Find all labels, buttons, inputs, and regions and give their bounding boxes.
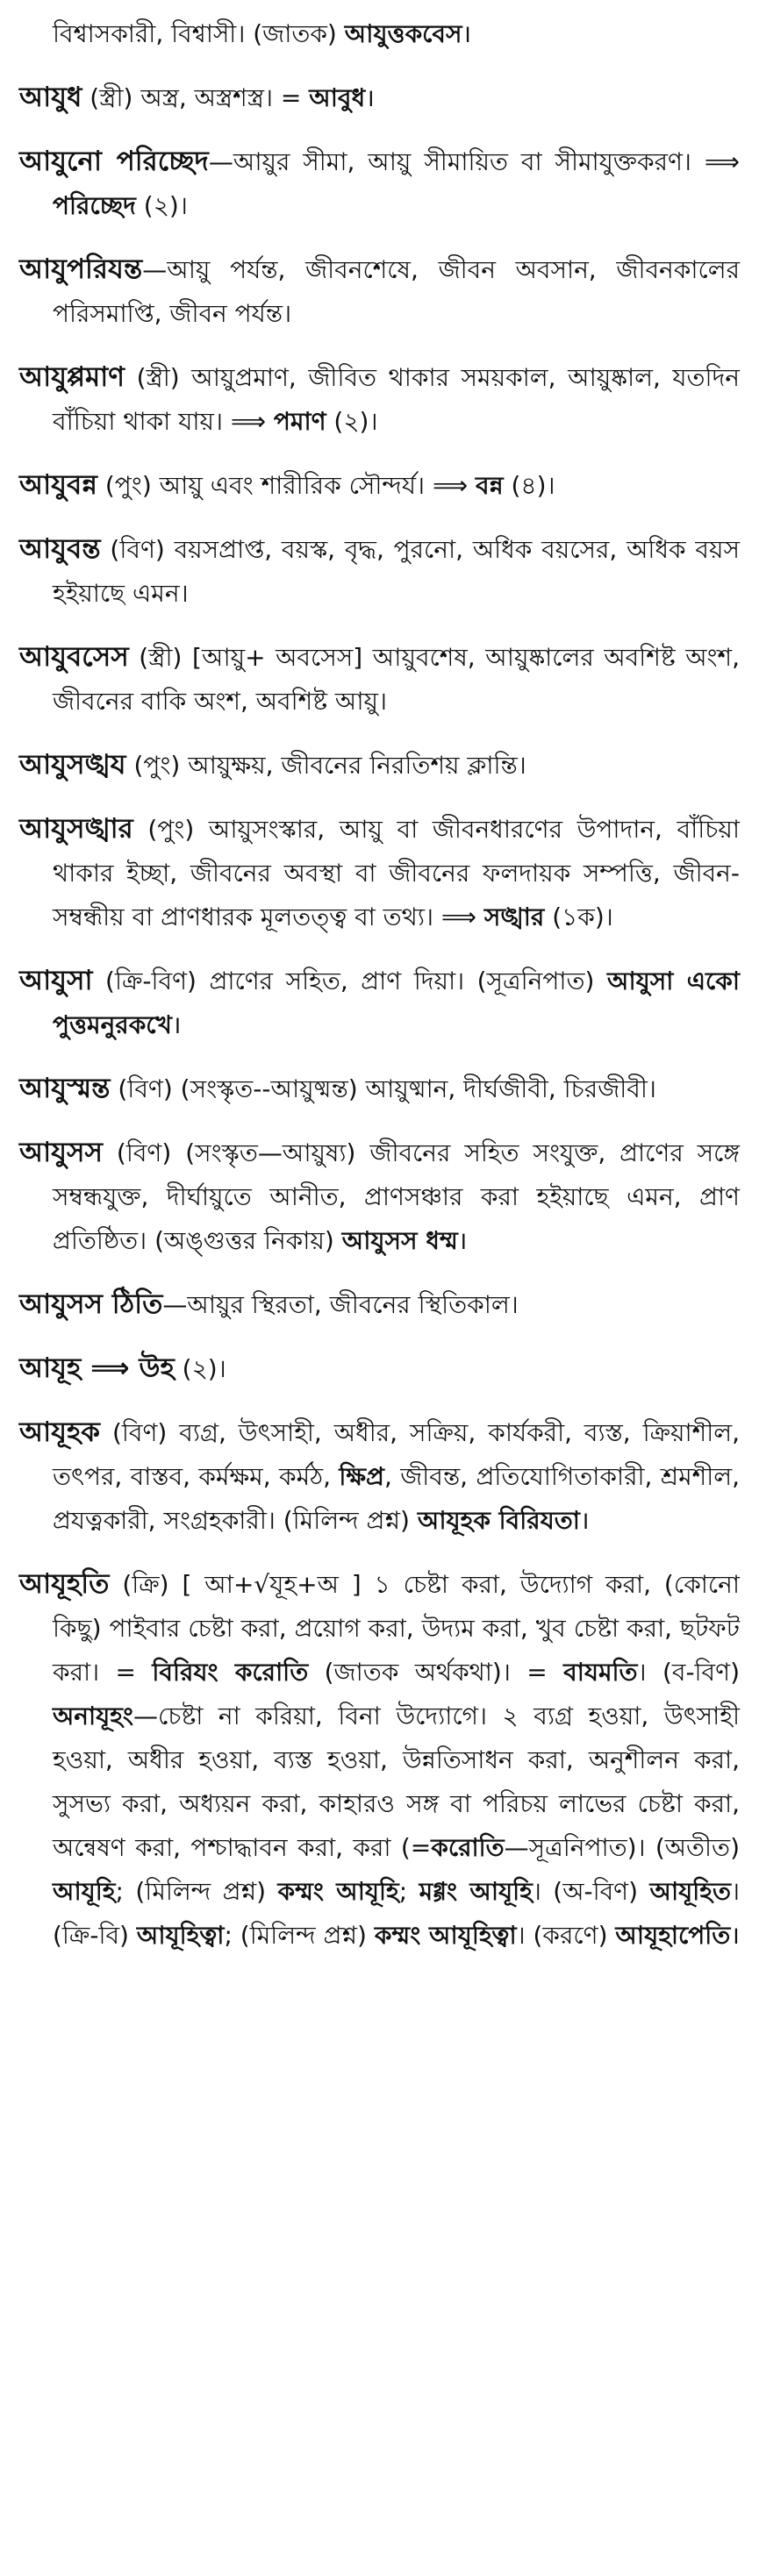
bold-term: সঙ্খার — [483, 903, 545, 931]
entry-text: । — [462, 19, 472, 48]
entry-headword: আযূহতি — [19, 1568, 110, 1600]
dictionary-entry-ayuhati — [19, 1562, 740, 1958]
entry-text: ; — [398, 1877, 419, 1906]
bold-term: বাযমতি — [563, 1658, 638, 1687]
dictionary-entry-ayudha — [19, 75, 740, 120]
dictionary-entry-ayusankhara — [19, 807, 740, 939]
entry-text: (পুং) আয়ুক্ষয়, জীবনের নিরতিশয় ক্লান্তি। — [125, 751, 526, 780]
entry-headword: আযুপরিযন্ত — [19, 253, 143, 285]
bold-term: পমাণ — [273, 407, 326, 436]
entry-text: —সূত্রনিপাত)। (অতীত) — [504, 1833, 740, 1862]
entry-text: । — [365, 83, 375, 112]
bold-term: বন্ন — [476, 471, 504, 500]
entry-headword: আযুধ — [19, 82, 82, 113]
dictionary-entry-ayuha — [19, 1346, 740, 1391]
entry-headword: আযুস্মন্ত — [19, 1073, 111, 1104]
dictionary-entry-ayusankhaya — [19, 743, 740, 788]
bold-term: পরিচ্ছেদ — [53, 191, 136, 220]
entry-headword: আযুসস ঠিতি — [19, 1288, 163, 1320]
entry-text: । — [457, 1226, 468, 1255]
bold-term: বিরিযং করোতি — [152, 1658, 309, 1687]
entry-text: (বিণ) বয়সপ্রাপ্ত, বয়স্ক, বৃদ্ধ, পুরনো, অধিক বয়সের, অধিক বয়স হইয়াছে এমন। — [53, 535, 740, 608]
entry-text: (ক্রি-বিণ) প্রাণের সহিত, প্রাণ দিয়া। (সূত্রনিপাত) — [92, 967, 607, 995]
entry-text: (পুং) আয়ুসংস্কার, আয়ু বা জীবনধারণের উপাদান, বাঁচিয়া থাকার ইচ্ছা, জীবনের অবস্থা বা জীবনের ফলদায়ক সম্পত্তি, জীবন-সম্বন্ধীয় বা প্রাণধারক মূলতত্ত্ব বা তথ্য। ⟹ — [53, 815, 740, 931]
entry-text: । — [171, 1010, 182, 1039]
entry-headword: আযূহক — [19, 1416, 100, 1448]
entry-text: —আয়ুর স্থিরতা, জীবনের স্থিতিকাল। — [162, 1290, 519, 1319]
entry-text: (বিণ) (সংস্কৃত—আয়ুষ্য) জীবনের সহিত সংযুক্ত, প্রাণের সঙ্গে সম্বন্ধযুক্ত, দীর্ঘায়ুতে আনীত, প্রাণসঞ্চার করা হইয়াছে এমন, প্রাণ প্রতিষ্ঠিত। (অঙ্গুত্তর নিকায়) — [53, 1138, 740, 1255]
dictionary-entry-ayuhaka — [19, 1410, 740, 1543]
bold-term: আযূহিত্বা — [136, 1921, 225, 1950]
entry-text: ; (মিলিন্দ প্রশ্ন) — [115, 1877, 278, 1906]
entry-text: । (করণে) — [516, 1921, 616, 1950]
bold-term: আযূহিত — [649, 1877, 731, 1906]
entry-text: (২)। — [326, 407, 378, 436]
entry-text: , জীবন্ত, প্রতিযোগিতাকারী, শ্রমশীল, প্রযত্নকারী, সংগ্রহকারী। (মিলিন্দ প্রশ্ন) — [53, 1462, 740, 1535]
bold-term: আযুত্তকবেস — [344, 19, 462, 48]
bold-term: মগ্গং আযূহি — [419, 1877, 533, 1906]
entry-text: —চেষ্টা না করিয়া, বিনা উদ্যোগে। ২ ব্যগ্র হওয়া, উৎসাহী হওয়া, অধীর হওয়া, ব্যস্ত হওয়া, উন্নতিসাধন করা, অনুশীলন করা, সুসভ্য করা, অধ্যয়ন করা, কাহারও সঙ্গ বা পরিচয় লাভের চেষ্টা করা, অন্বেষণ করা, পশ্চাদ্ধাবন করা, করা (= — [53, 1702, 740, 1862]
entry-headword: আযূহ ⟹ উহ — [19, 1352, 175, 1384]
bold-term: করোতি — [431, 1833, 505, 1862]
entry-headword: আযুবন্ত — [19, 533, 101, 565]
entry-text: —আয়ু পর্যন্ত, জীবনশেষে, জীবন অবসান, জীবনকালের পরিসমাপ্তি, জীবন পর্যন্ত। — [53, 255, 740, 328]
entry-text: (২)। — [135, 191, 188, 220]
entry-text: (পুং) আয়ু এবং শারীরিক সৌন্দর্য। ⟹ — [97, 471, 476, 500]
entry-text: (২)। — [174, 1354, 226, 1383]
entry-headword: আযুবসেস — [19, 641, 129, 673]
dictionary-entry-ayuvanta — [19, 527, 740, 616]
dictionary-entry-ayusmanta — [19, 1067, 740, 1111]
entry-headword: আযুনো পরিচ্ছেদ — [19, 146, 209, 177]
dictionary-entry-ayupariyanta — [19, 247, 740, 336]
entry-text: (বিণ) (সংস্কৃত--আয়ুষ্মন্ত) আয়ুষ্মান, দীর্ঘজীবী, চিরজীবী। — [110, 1074, 656, 1103]
dictionary-entry-ayuvasesa — [19, 635, 740, 724]
bold-term: অনাযূহং — [53, 1702, 133, 1730]
entry-text: (স্ত্রী) অস্ত্র, অস্ত্রশস্ত্র। = — [82, 83, 310, 112]
entry-text: (ক্রি) [ আ+√যূহ+অ ] ১ চেষ্টা করা, উদ্যোগ করা, (কোনো কিছু) পাইবার চেষ্টা করা, প্রয়োগ করা, উদ্যম করা, খুব চেষ্টা করা, ছটফট করা। = — [53, 1570, 740, 1687]
bold-term: কম্মং আযূহিত্বা — [374, 1921, 517, 1950]
entry-text: —আয়ুর সীমা, আয়ু সীমায়িত বা সীমাযুক্তকরণ। ⟹ — [208, 147, 740, 176]
entry-text: (স্ত্রী) আয়ুপ্রমাণ, জীবিত থাকার সময়কাল, আয়ুষ্কাল, যতদিন বাঁচিয়া থাকা যায়। ⟹ — [53, 363, 740, 436]
dictionary-entry-ayussa-thiti — [19, 1282, 740, 1327]
entry-headword: আযুসা — [19, 965, 93, 996]
entry-headword: আযুসঙ্খয — [19, 749, 126, 781]
entry-text: । (অ-বিণ) — [532, 1877, 650, 1906]
dictionary-entry-continuation — [19, 12, 740, 56]
entry-text: । — [579, 1506, 590, 1535]
bold-term: ক্ষিপ্র — [339, 1462, 384, 1491]
entry-text: (জাতক অর্থকথা)। = — [308, 1658, 564, 1687]
bold-term: আযুসা একো পুত্তমনুরকখে — [53, 967, 740, 1039]
dictionary-entry-ayuvanna — [19, 463, 740, 508]
entry-text: । — [730, 1921, 740, 1950]
entry-text: (বিণ) ব্যগ্র, উৎসাহী, অধীর, সক্রিয়, কার্যকরী, ব্যস্ত, ক্রিয়াশীল, তৎপর, বাস্তব, কর্মক্ষম, কর্মঠ, — [53, 1418, 740, 1491]
entry-text: । (ব-বিণ) — [637, 1658, 741, 1687]
entry-headword: আযুপ্পমাণ — [19, 361, 125, 393]
bold-term: আযুসস ধম্ম — [341, 1226, 458, 1255]
dictionary-entry-ayuno-parichchheda — [19, 139, 740, 228]
entry-text: ; (মিলিন্দ প্রশ্ন) — [224, 1921, 375, 1950]
bold-term: আযূহক বিরিযতা — [417, 1506, 580, 1535]
bold-term: আযূহি — [53, 1877, 116, 1906]
dictionary-entry-ayusa — [19, 959, 740, 1047]
entry-text: (৪)। — [503, 471, 555, 500]
entry-text: । (ক্রি-বি) — [53, 1877, 740, 1950]
entry-text: বিশ্বাসকারী, বিশ্বাসী। (জাতক) — [53, 19, 345, 48]
entry-headword: আযুসস — [19, 1137, 103, 1168]
bold-term: আযূহাপেতি — [615, 1921, 731, 1950]
entry-text: (১ক)। — [544, 903, 613, 931]
entry-headword: আযুসঙ্খার — [19, 813, 133, 845]
entry-text: (স্ত্রী) [আয়ু+ অবসেস] আয়ুবশেষ, আয়ুষ্কালের অবশিষ্ট অংশ, জীবনের বাকি অংশ, অবশিষ্ট আয়ু। — [53, 643, 740, 716]
dictionary-entry-ayuppamana — [19, 355, 740, 444]
bold-term: আবুধ — [309, 83, 366, 112]
dictionary-entry-ayussa — [19, 1131, 740, 1263]
entry-headword: আযুবন্ন — [19, 469, 97, 501]
bold-term: কম্মং আযূহি — [277, 1877, 399, 1906]
